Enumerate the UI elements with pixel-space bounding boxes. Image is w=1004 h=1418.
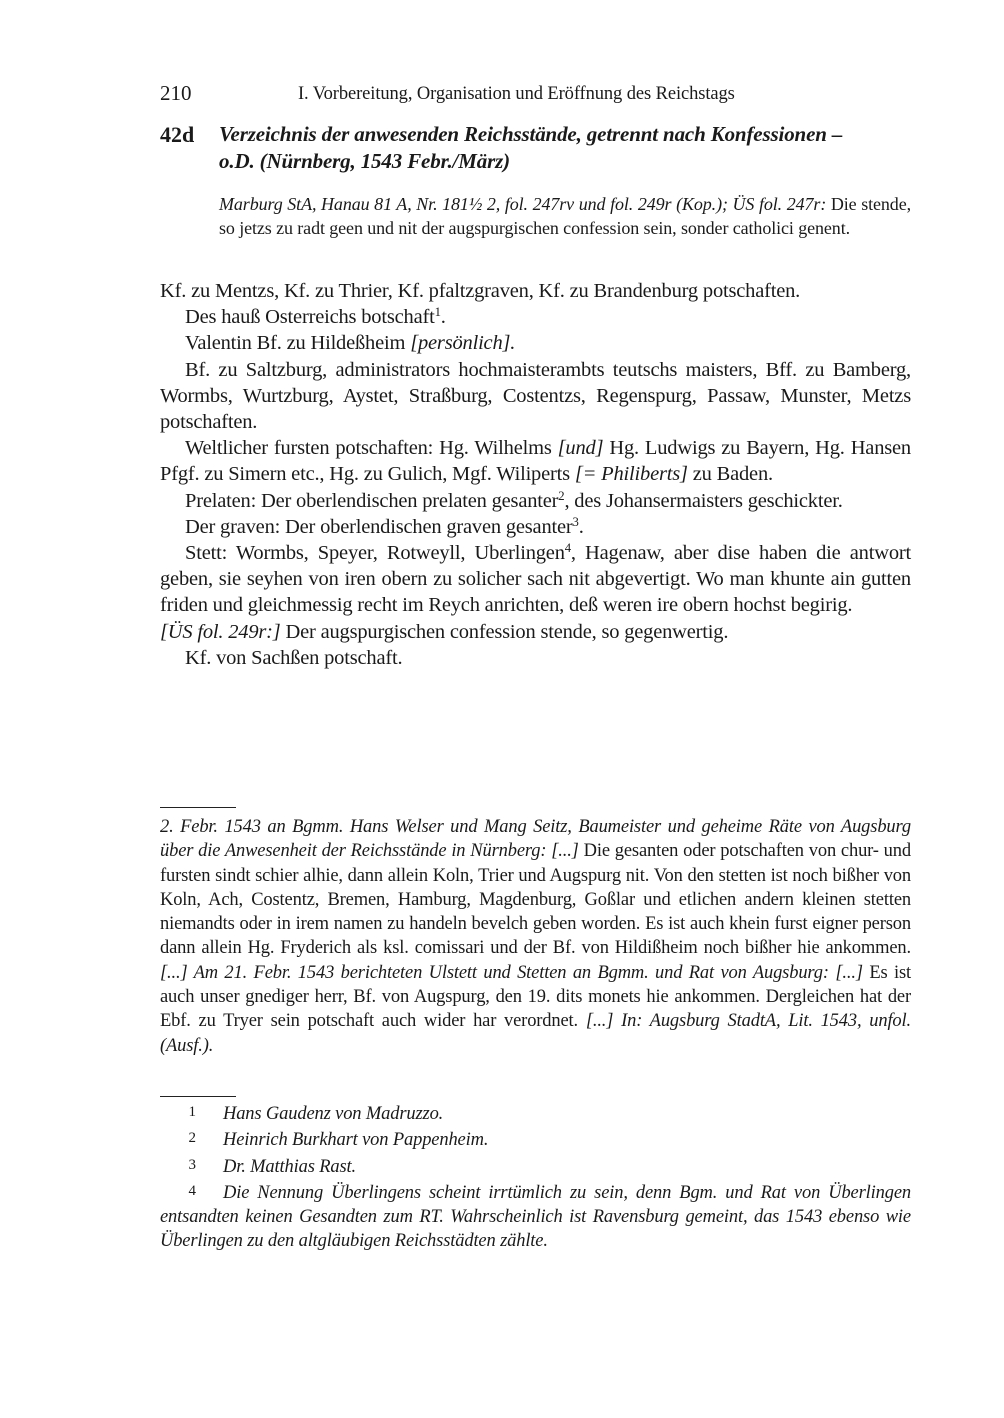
source-note [219,193,911,240]
footnote-number: 4 [188,1182,196,1199]
paragraph-electors: Kf. zu Mentzs, Kf. zu Thrier, Kf. pfaltzgraven, Kf. zu Brandenburg potschaften. [160,280,801,302]
footnote-1 [160,1100,911,1126]
footnote-4 [160,1179,911,1254]
source-citation: Marburg StA, Hanau 81 A, Nr. 181½ 2, fol. 247rv und fol. 249r (Kop.); ÜS fol. 247r: [219,194,827,214]
running-title: I. Vorbereitung, Organisation und Eröffnung des Reichstags [298,84,735,104]
commentary-separator [160,807,236,808]
footnote-number: 2 [188,1130,196,1147]
footnote-text: Hans Gaudenz von Madruzzo. [223,1104,444,1124]
text: . [578,515,584,538]
text: Weltlicher fursten potschaften: Hg. Wilhelms [185,437,558,460]
text: Stett: Wormbs, Speyer, Rotweyll, Uberlingen [185,542,565,565]
editorial-note: [= Philiberts] [574,463,688,486]
text: zu Baden. [687,463,773,486]
commentary-italic: [...] Am 21. Febr. 1543 berichteten Ulstett und Stetten an Bgmm. und Rat von Augsburg: [...] [160,962,863,983]
text: Prelaten: Der oberlendischen prelaten gesanter [185,489,559,512]
footnote-ref-1[interactable]: 1 [434,305,441,320]
source-quote: Die stende, so jetzs zu radt geen und nit der augspurgischen confession sein, sonder catholici genent. [219,194,911,238]
footnote-number: 3 [188,1156,196,1173]
text: Valentin Bf. zu Hildeßheim [185,332,411,355]
paragraph-augsburg-confession [160,619,911,645]
paragraph-cities [160,540,911,619]
text: , des Johansermaisters geschickter. [564,489,843,512]
footnote-3 [160,1153,911,1179]
editorial-note: [persönlich]. [410,332,516,355]
page-number: 210 [160,81,192,105]
text: Des hauß Osterreichs botschaft [185,306,435,329]
document-number: 42d [160,122,195,147]
paragraph-secular-princes [160,435,911,487]
text: , Hagenaw, aber dise haben die antwort geben, sie seyhen von iren obern zu solicher sach nit abgevertigt. Wo man khunte ain gutten friden und gleichmessig recht im Reych anrichten, deß weren ire obern hochst begirig. [160,542,911,617]
text: . [440,306,446,329]
text: Der augspurgischen confession stende, so gegenwertig. [280,620,729,643]
paragraph-saxony: Kf. von Sachßen potschaft. [185,646,403,669]
commentary-note [160,815,911,1058]
editorial-note: [ÜS fol. 249r:] [160,620,281,643]
editorial-note: [und] [557,437,604,460]
footnote-ref-3[interactable]: 3 [572,514,579,529]
footnote-ref-4[interactable]: 4 [564,541,571,556]
footnote-separator [160,1096,236,1097]
paragraph-prelates [160,488,911,514]
footnote-text: Heinrich Burkhart von Pappenheim. [223,1130,489,1151]
commentary-quote: Es ist auch unser gnediger herr, Bf. von Augspurg, den 19. dits monets hie ankommen. Dergleichen hat der Ebf. zu Tryer sein potschaft auch wider har verordnet. [160,962,911,1032]
footnotes [160,1100,911,1254]
paragraph-bishops: Bf. zu Saltzburg, administrators hochmaisterambts teutschs maisters, Bff. zu Bamberg, Wormbs, Wurtzburg, Aystet, Straßburg, Costentzs, Regenspurg, Passaw, Munster, Metzs potschaften. [160,358,911,434]
document-title-line-2: o.D. (Nürnberg, 1543 Febr./März) [219,149,510,173]
commentary-quote: Die gesanten oder potschaften von chur- und fursten sindt schier alhie, dann allein Koln, Trier und Augspurg nit. Von den stetten ist noch bißher von Koln, Ach, Costentz, Bremen, Hamburg, Magdenburg, Goßlar und etlichen andern kleinen stetten niemandts oder in irem namen zu handeln bevelch geben worden. Es ist auch khein furst eigner person dann allein Hg. Fryderich als ksl. comissari und der Bf. von Hildißheim noch bißher hie ankommen. [160,841,911,959]
text: Der graven: Der oberlendischen graven gesanter [185,515,573,538]
footnote-ref-2[interactable]: 2 [558,488,565,503]
paragraph-austria [160,304,911,330]
paragraph-counts [160,514,911,540]
commentary-italic: [...] In: Augsburg StadtA, Lit. 1543, unfol. (Ausf.). [160,1011,911,1056]
document-title-line-1: Verzeichnis der anwesenden Reichsstände, getrennt nach Konfessionen – [219,122,843,146]
text: Hg. Ludwigs zu Bayern, Hg. Hansen Pfgf. zu Simern etc., Hg. zu Gulich, Mgf. Wiliperts [160,437,911,486]
main-text [160,278,911,671]
commentary-italic: 2. Febr. 1543 an Bgmm. Hans Welser und Mang Seitz, Baumeister und geheime Räte von Augsburg über die Anwesenheit der Reichsstände in Nürnberg: [...] [160,817,911,862]
footnote-text: Die Nennung Überlingens scheint irrtümlich zu sein, denn Bgm. und Rat von Überlingen entsandten keinen Gesandten zum RT. Wahrscheinlich ist Ravensburg gemeint, das 1543 ebenso wie Überlingen zu den altgläubigen Reichsstädten zählte. [160,1182,911,1252]
paragraph-hildesheim [160,330,911,356]
footnote-number: 1 [188,1104,196,1120]
footnote-2 [160,1126,911,1152]
document-title [219,121,919,175]
footnote-text: Dr. Matthias Rast. [223,1156,356,1177]
